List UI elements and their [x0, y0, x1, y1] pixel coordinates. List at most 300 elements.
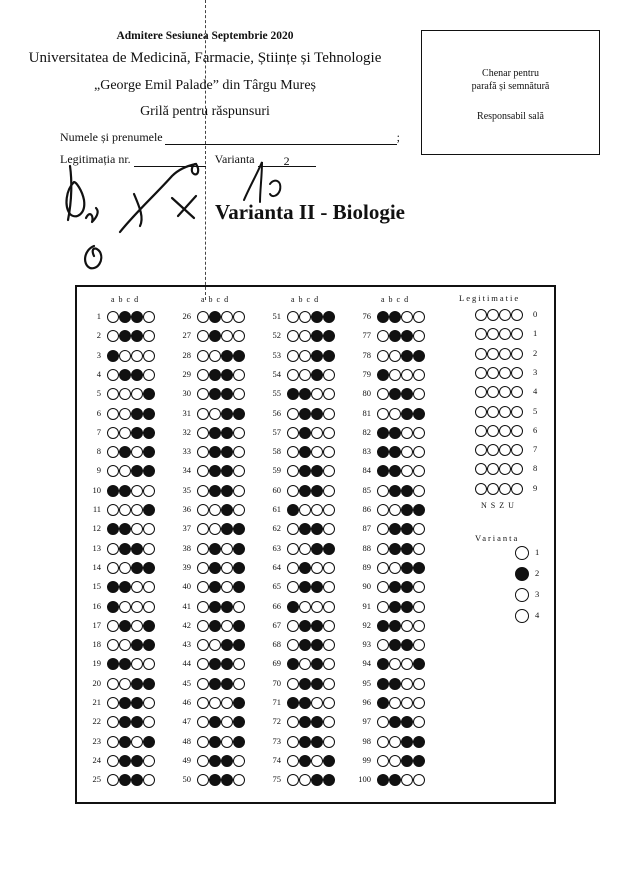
answer-bubble-d[interactable]: [413, 601, 425, 613]
answer-bubble-a[interactable]: [197, 446, 209, 458]
answer-bubble-b[interactable]: [119, 658, 131, 670]
name-line[interactable]: [165, 132, 397, 145]
answer-bubble-b[interactable]: [299, 658, 311, 670]
answer-bubble-b[interactable]: [209, 639, 221, 651]
legitimatie-bubble[interactable]: [511, 348, 523, 360]
answer-bubble-c[interactable]: [401, 408, 413, 420]
legitimatie-bubble[interactable]: [511, 483, 523, 495]
legitimatie-bubble[interactable]: [475, 328, 487, 340]
answer-bubble-d[interactable]: [413, 639, 425, 651]
answer-bubble-a[interactable]: [197, 697, 209, 709]
answer-bubble-d[interactable]: [143, 736, 155, 748]
answer-bubble-a[interactable]: [377, 716, 389, 728]
answer-bubble-a[interactable]: [197, 369, 209, 381]
answer-bubble-d[interactable]: [323, 523, 335, 535]
answer-bubble-a[interactable]: [287, 330, 299, 342]
answer-bubble-a[interactable]: [107, 697, 119, 709]
answer-bubble-b[interactable]: [299, 350, 311, 362]
answer-bubble-d[interactable]: [233, 311, 245, 323]
legitimatie-bubble[interactable]: [499, 348, 511, 360]
answer-bubble-a[interactable]: [107, 388, 119, 400]
answer-bubble-b[interactable]: [299, 697, 311, 709]
answer-bubble-d[interactable]: [323, 774, 335, 786]
answer-bubble-a[interactable]: [107, 485, 119, 497]
answer-bubble-a[interactable]: [197, 408, 209, 420]
answer-bubble-a[interactable]: [377, 330, 389, 342]
answer-bubble-b[interactable]: [119, 485, 131, 497]
legitimatie-bubble[interactable]: [475, 309, 487, 321]
answer-bubble-d[interactable]: [413, 658, 425, 670]
answer-bubble-d[interactable]: [143, 446, 155, 458]
answer-bubble-d[interactable]: [233, 330, 245, 342]
answer-bubble-d[interactable]: [413, 543, 425, 555]
answer-bubble-c[interactable]: [221, 543, 233, 555]
answer-bubble-b[interactable]: [299, 311, 311, 323]
answer-bubble-c[interactable]: [401, 716, 413, 728]
answer-bubble-d[interactable]: [323, 485, 335, 497]
answer-bubble-a[interactable]: [287, 465, 299, 477]
answer-bubble-b[interactable]: [209, 350, 221, 362]
name-field[interactable]: [60, 130, 400, 145]
answer-bubble-b[interactable]: [389, 562, 401, 574]
legitimatie-bubble[interactable]: [487, 348, 499, 360]
answer-bubble-d[interactable]: [323, 562, 335, 574]
answer-bubble-c[interactable]: [401, 311, 413, 323]
answer-bubble-a[interactable]: [107, 581, 119, 593]
answer-bubble-c[interactable]: [221, 755, 233, 767]
legitimatie-bubble[interactable]: [487, 386, 499, 398]
answer-bubble-b[interactable]: [389, 388, 401, 400]
answer-bubble-a[interactable]: [287, 311, 299, 323]
answer-bubble-b[interactable]: [209, 736, 221, 748]
answer-bubble-b[interactable]: [209, 755, 221, 767]
answer-bubble-c[interactable]: [401, 755, 413, 767]
answer-bubble-b[interactable]: [389, 658, 401, 670]
answer-bubble-b[interactable]: [389, 581, 401, 593]
answer-bubble-c[interactable]: [401, 736, 413, 748]
answer-bubble-d[interactable]: [233, 736, 245, 748]
answer-bubble-c[interactable]: [401, 427, 413, 439]
answer-bubble-b[interactable]: [389, 504, 401, 516]
varianta-bubble[interactable]: [515, 609, 529, 623]
answer-bubble-a[interactable]: [107, 311, 119, 323]
answer-bubble-d[interactable]: [233, 388, 245, 400]
answer-bubble-d[interactable]: [323, 330, 335, 342]
answer-bubble-d[interactable]: [323, 350, 335, 362]
answer-bubble-d[interactable]: [413, 465, 425, 477]
answer-bubble-c[interactable]: [311, 350, 323, 362]
answer-bubble-b[interactable]: [209, 774, 221, 786]
answer-bubble-a[interactable]: [287, 369, 299, 381]
answer-bubble-c[interactable]: [311, 388, 323, 400]
answer-bubble-b[interactable]: [209, 620, 221, 632]
answer-bubble-b[interactable]: [389, 639, 401, 651]
answer-bubble-a[interactable]: [107, 755, 119, 767]
answer-bubble-c[interactable]: [311, 562, 323, 574]
answer-bubble-d[interactable]: [233, 465, 245, 477]
answer-bubble-a[interactable]: [107, 658, 119, 670]
answer-bubble-c[interactable]: [131, 523, 143, 535]
answer-bubble-d[interactable]: [413, 716, 425, 728]
legitimatie-bubble[interactable]: [475, 348, 487, 360]
answer-bubble-b[interactable]: [299, 639, 311, 651]
answer-bubble-c[interactable]: [221, 446, 233, 458]
answer-bubble-d[interactable]: [323, 408, 335, 420]
answer-bubble-c[interactable]: [131, 581, 143, 593]
answer-bubble-b[interactable]: [209, 504, 221, 516]
answer-bubble-c[interactable]: [131, 369, 143, 381]
answer-bubble-c[interactable]: [311, 736, 323, 748]
answer-bubble-b[interactable]: [119, 311, 131, 323]
answer-bubble-d[interactable]: [143, 658, 155, 670]
legitimatie-bubble[interactable]: [487, 367, 499, 379]
legitimatie-bubble[interactable]: [499, 444, 511, 456]
legitimatie-bubble[interactable]: [475, 406, 487, 418]
answer-bubble-b[interactable]: [299, 330, 311, 342]
legitimatie-bubble[interactable]: [487, 483, 499, 495]
answer-bubble-b[interactable]: [209, 446, 221, 458]
answer-bubble-b[interactable]: [299, 774, 311, 786]
answer-bubble-c[interactable]: [131, 678, 143, 690]
answer-bubble-a[interactable]: [197, 639, 209, 651]
answer-bubble-c[interactable]: [131, 755, 143, 767]
answer-bubble-d[interactable]: [233, 678, 245, 690]
answer-bubble-c[interactable]: [311, 408, 323, 420]
answer-bubble-c[interactable]: [131, 504, 143, 516]
answer-bubble-b[interactable]: [389, 774, 401, 786]
answer-bubble-c[interactable]: [401, 543, 413, 555]
answer-bubble-c[interactable]: [401, 465, 413, 477]
answer-bubble-a[interactable]: [107, 601, 119, 613]
answer-bubble-b[interactable]: [119, 601, 131, 613]
answer-bubble-d[interactable]: [323, 658, 335, 670]
varianta-bubble[interactable]: [515, 567, 529, 581]
answer-bubble-b[interactable]: [299, 504, 311, 516]
answer-bubble-b[interactable]: [299, 620, 311, 632]
answer-bubble-a[interactable]: [197, 755, 209, 767]
answer-bubble-d[interactable]: [143, 639, 155, 651]
answer-bubble-a[interactable]: [377, 543, 389, 555]
answer-bubble-c[interactable]: [131, 446, 143, 458]
answer-bubble-d[interactable]: [323, 581, 335, 593]
answer-bubble-d[interactable]: [323, 697, 335, 709]
answer-bubble-d[interactable]: [413, 736, 425, 748]
answer-bubble-c[interactable]: [311, 697, 323, 709]
answer-bubble-c[interactable]: [311, 658, 323, 670]
answer-bubble-b[interactable]: [119, 736, 131, 748]
answer-bubble-d[interactable]: [143, 485, 155, 497]
answer-bubble-c[interactable]: [311, 485, 323, 497]
answer-bubble-b[interactable]: [299, 562, 311, 574]
answer-bubble-d[interactable]: [323, 736, 335, 748]
answer-bubble-b[interactable]: [299, 523, 311, 535]
answer-bubble-c[interactable]: [401, 639, 413, 651]
answer-bubble-b[interactable]: [389, 446, 401, 458]
answer-bubble-d[interactable]: [413, 562, 425, 574]
answer-bubble-c[interactable]: [221, 311, 233, 323]
answer-bubble-d[interactable]: [143, 620, 155, 632]
answer-bubble-c[interactable]: [401, 523, 413, 535]
answer-bubble-b[interactable]: [119, 330, 131, 342]
answer-bubble-d[interactable]: [413, 620, 425, 632]
answer-bubble-a[interactable]: [377, 465, 389, 477]
answer-bubble-b[interactable]: [299, 465, 311, 477]
answer-bubble-d[interactable]: [413, 369, 425, 381]
answer-bubble-b[interactable]: [119, 774, 131, 786]
answer-bubble-d[interactable]: [413, 774, 425, 786]
legitimatie-bubble[interactable]: [511, 463, 523, 475]
varianta-bubble[interactable]: [515, 588, 529, 602]
answer-bubble-c[interactable]: [131, 311, 143, 323]
answer-bubble-b[interactable]: [299, 678, 311, 690]
answer-bubble-d[interactable]: [413, 697, 425, 709]
answer-bubble-d[interactable]: [323, 678, 335, 690]
answer-bubble-d[interactable]: [413, 504, 425, 516]
answer-bubble-c[interactable]: [401, 485, 413, 497]
answer-bubble-b[interactable]: [209, 465, 221, 477]
answer-bubble-c[interactable]: [311, 523, 323, 535]
answer-bubble-b[interactable]: [299, 716, 311, 728]
answer-bubble-a[interactable]: [377, 601, 389, 613]
legitimatie-bubble[interactable]: [511, 406, 523, 418]
answer-bubble-a[interactable]: [287, 774, 299, 786]
answer-bubble-b[interactable]: [209, 388, 221, 400]
answer-bubble-a[interactable]: [377, 678, 389, 690]
answer-bubble-b[interactable]: [119, 543, 131, 555]
answer-bubble-c[interactable]: [401, 369, 413, 381]
answer-bubble-a[interactable]: [377, 755, 389, 767]
answer-bubble-c[interactable]: [221, 562, 233, 574]
answer-bubble-a[interactable]: [287, 504, 299, 516]
answer-bubble-d[interactable]: [143, 465, 155, 477]
answer-bubble-b[interactable]: [389, 678, 401, 690]
answer-bubble-b[interactable]: [299, 581, 311, 593]
answer-bubble-d[interactable]: [413, 388, 425, 400]
answer-bubble-d[interactable]: [233, 755, 245, 767]
answer-bubble-b[interactable]: [119, 716, 131, 728]
legitimatie-bubble[interactable]: [499, 309, 511, 321]
answer-bubble-d[interactable]: [233, 697, 245, 709]
answer-bubble-a[interactable]: [377, 581, 389, 593]
legitimatie-bubble[interactable]: [487, 425, 499, 437]
answer-bubble-b[interactable]: [299, 446, 311, 458]
answer-bubble-b[interactable]: [299, 369, 311, 381]
answer-bubble-c[interactable]: [221, 388, 233, 400]
answer-bubble-a[interactable]: [377, 620, 389, 632]
answer-bubble-b[interactable]: [119, 620, 131, 632]
answer-bubble-d[interactable]: [143, 523, 155, 535]
answer-bubble-c[interactable]: [131, 736, 143, 748]
answer-bubble-a[interactable]: [107, 408, 119, 420]
answer-bubble-b[interactable]: [209, 330, 221, 342]
answer-bubble-a[interactable]: [197, 658, 209, 670]
legitimatie-bubble[interactable]: [499, 425, 511, 437]
answer-bubble-a[interactable]: [377, 736, 389, 748]
answer-bubble-b[interactable]: [119, 465, 131, 477]
legitimatie-bubble[interactable]: [475, 386, 487, 398]
answer-bubble-c[interactable]: [401, 581, 413, 593]
answer-bubble-c[interactable]: [401, 774, 413, 786]
answer-bubble-b[interactable]: [389, 330, 401, 342]
answer-bubble-c[interactable]: [221, 697, 233, 709]
answer-bubble-b[interactable]: [299, 388, 311, 400]
answer-bubble-d[interactable]: [233, 427, 245, 439]
answer-bubble-b[interactable]: [389, 465, 401, 477]
answer-bubble-a[interactable]: [377, 485, 389, 497]
answer-bubble-d[interactable]: [413, 408, 425, 420]
answer-bubble-a[interactable]: [197, 330, 209, 342]
answer-bubble-a[interactable]: [107, 446, 119, 458]
answer-bubble-d[interactable]: [143, 755, 155, 767]
answer-bubble-b[interactable]: [299, 736, 311, 748]
answer-bubble-b[interactable]: [389, 350, 401, 362]
answer-bubble-b[interactable]: [389, 543, 401, 555]
answer-bubble-c[interactable]: [131, 427, 143, 439]
answer-bubble-b[interactable]: [389, 736, 401, 748]
legitimatie-bubble[interactable]: [499, 483, 511, 495]
answer-bubble-a[interactable]: [197, 350, 209, 362]
answer-bubble-b[interactable]: [119, 639, 131, 651]
answer-bubble-b[interactable]: [389, 697, 401, 709]
answer-bubble-a[interactable]: [197, 485, 209, 497]
answer-bubble-d[interactable]: [233, 350, 245, 362]
answer-bubble-d[interactable]: [143, 774, 155, 786]
answer-bubble-a[interactable]: [287, 658, 299, 670]
legitimatie-bubble[interactable]: [511, 328, 523, 340]
legitimatie-bubble[interactable]: [499, 367, 511, 379]
legitimatie-bubble[interactable]: [475, 367, 487, 379]
legitimatie-bubble[interactable]: [511, 444, 523, 456]
answer-bubble-b[interactable]: [389, 408, 401, 420]
answer-bubble-a[interactable]: [287, 350, 299, 362]
answer-bubble-d[interactable]: [323, 369, 335, 381]
answer-bubble-d[interactable]: [143, 716, 155, 728]
answer-bubble-b[interactable]: [119, 523, 131, 535]
answer-bubble-c[interactable]: [221, 774, 233, 786]
answer-bubble-a[interactable]: [287, 446, 299, 458]
answer-bubble-a[interactable]: [197, 523, 209, 535]
answer-bubble-a[interactable]: [377, 562, 389, 574]
answer-bubble-d[interactable]: [143, 369, 155, 381]
answer-bubble-b[interactable]: [209, 601, 221, 613]
answer-bubble-c[interactable]: [311, 504, 323, 516]
answer-bubble-b[interactable]: [119, 755, 131, 767]
answer-bubble-c[interactable]: [131, 639, 143, 651]
answer-bubble-d[interactable]: [323, 620, 335, 632]
answer-bubble-d[interactable]: [233, 601, 245, 613]
answer-bubble-c[interactable]: [311, 581, 323, 593]
answer-bubble-b[interactable]: [389, 427, 401, 439]
answer-bubble-c[interactable]: [131, 562, 143, 574]
answer-bubble-b[interactable]: [119, 581, 131, 593]
answer-bubble-c[interactable]: [401, 697, 413, 709]
answer-bubble-a[interactable]: [107, 504, 119, 516]
answer-bubble-a[interactable]: [377, 388, 389, 400]
answer-bubble-a[interactable]: [197, 543, 209, 555]
answer-bubble-a[interactable]: [107, 639, 119, 651]
answer-bubble-d[interactable]: [323, 639, 335, 651]
answer-bubble-a[interactable]: [287, 408, 299, 420]
answer-bubble-a[interactable]: [287, 639, 299, 651]
answer-bubble-d[interactable]: [323, 504, 335, 516]
answer-bubble-d[interactable]: [413, 581, 425, 593]
answer-bubble-c[interactable]: [221, 408, 233, 420]
answer-bubble-a[interactable]: [377, 639, 389, 651]
answer-bubble-c[interactable]: [401, 504, 413, 516]
answer-bubble-a[interactable]: [197, 716, 209, 728]
legitimatie-bubble[interactable]: [487, 444, 499, 456]
answer-bubble-d[interactable]: [413, 350, 425, 362]
answer-bubble-c[interactable]: [221, 465, 233, 477]
answer-bubble-c[interactable]: [131, 465, 143, 477]
answer-bubble-a[interactable]: [197, 736, 209, 748]
answer-bubble-d[interactable]: [323, 446, 335, 458]
answer-bubble-b[interactable]: [119, 697, 131, 709]
answer-bubble-d[interactable]: [143, 388, 155, 400]
answer-bubble-b[interactable]: [209, 485, 221, 497]
answer-bubble-a[interactable]: [197, 581, 209, 593]
answer-bubble-c[interactable]: [221, 369, 233, 381]
answer-bubble-a[interactable]: [287, 620, 299, 632]
answer-bubble-d[interactable]: [233, 369, 245, 381]
legitimatie-bubble[interactable]: [511, 425, 523, 437]
answer-bubble-a[interactable]: [107, 562, 119, 574]
answer-bubble-b[interactable]: [299, 427, 311, 439]
answer-bubble-c[interactable]: [221, 716, 233, 728]
answer-bubble-a[interactable]: [197, 620, 209, 632]
answer-bubble-b[interactable]: [389, 485, 401, 497]
answer-bubble-a[interactable]: [287, 716, 299, 728]
answer-bubble-c[interactable]: [221, 620, 233, 632]
answer-bubble-b[interactable]: [209, 408, 221, 420]
answer-bubble-d[interactable]: [323, 716, 335, 728]
answer-bubble-b[interactable]: [119, 388, 131, 400]
answer-bubble-b[interactable]: [209, 427, 221, 439]
answer-bubble-a[interactable]: [197, 601, 209, 613]
answer-bubble-c[interactable]: [401, 678, 413, 690]
answer-bubble-c[interactable]: [401, 330, 413, 342]
answer-bubble-a[interactable]: [377, 697, 389, 709]
answer-bubble-b[interactable]: [119, 504, 131, 516]
answer-bubble-a[interactable]: [107, 330, 119, 342]
answer-bubble-d[interactable]: [413, 523, 425, 535]
answer-bubble-b[interactable]: [389, 755, 401, 767]
answer-bubble-c[interactable]: [221, 736, 233, 748]
answer-bubble-d[interactable]: [143, 562, 155, 574]
answer-bubble-b[interactable]: [209, 678, 221, 690]
answer-bubble-a[interactable]: [287, 427, 299, 439]
legitimatie-bubble[interactable]: [487, 309, 499, 321]
answer-bubble-c[interactable]: [311, 465, 323, 477]
answer-bubble-d[interactable]: [233, 408, 245, 420]
answer-bubble-d[interactable]: [143, 601, 155, 613]
answer-bubble-a[interactable]: [377, 369, 389, 381]
answer-bubble-c[interactable]: [311, 311, 323, 323]
answer-bubble-a[interactable]: [377, 523, 389, 535]
answer-bubble-a[interactable]: [197, 388, 209, 400]
answer-bubble-a[interactable]: [197, 465, 209, 477]
answer-bubble-c[interactable]: [221, 485, 233, 497]
answer-bubble-b[interactable]: [209, 658, 221, 670]
legitimatie-bubble[interactable]: [487, 406, 499, 418]
answer-bubble-b[interactable]: [209, 523, 221, 535]
answer-bubble-d[interactable]: [143, 311, 155, 323]
answer-bubble-b[interactable]: [389, 311, 401, 323]
answer-bubble-d[interactable]: [323, 465, 335, 477]
answer-bubble-a[interactable]: [377, 774, 389, 786]
answer-bubble-b[interactable]: [119, 446, 131, 458]
answer-bubble-c[interactable]: [401, 388, 413, 400]
